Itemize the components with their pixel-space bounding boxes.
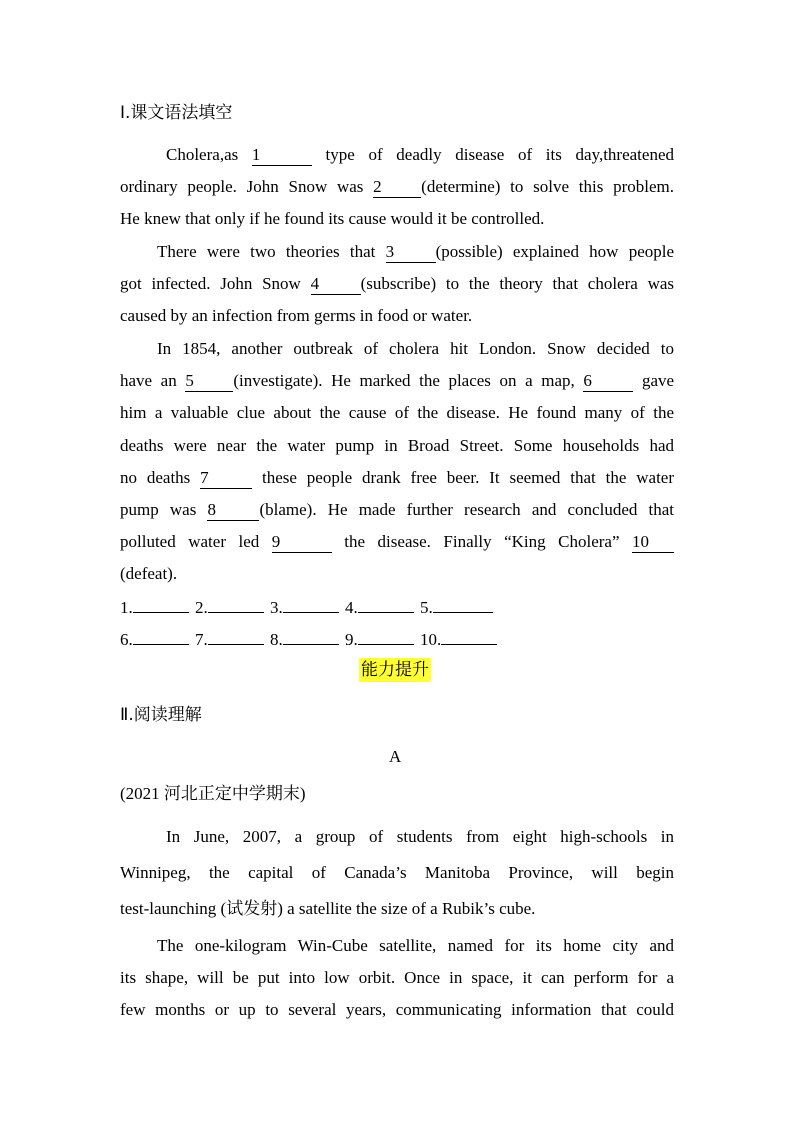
- text-line: [120, 526, 674, 558]
- text-line: [120, 890, 674, 928]
- ability-improvement-label: 能力提升: [361, 660, 429, 680]
- text-segment: test-launching (试发射) a satellite the size of a Rubik’s cube.: [120, 899, 536, 918]
- text-line: [120, 397, 674, 429]
- text-segment: He knew that only if he found its cause would it be controlled.: [120, 209, 545, 229]
- text-line: [120, 930, 674, 962]
- blank-1[interactable]: 1: [252, 145, 312, 166]
- blank-9[interactable]: 9: [272, 532, 332, 553]
- text-line: [120, 236, 674, 268]
- answer-number: 1.: [120, 598, 133, 617]
- answer-slot-6[interactable]: [120, 628, 189, 651]
- text-segment: ordinary people. John Snow was: [120, 177, 364, 197]
- text-segment: few months or up to several years, communicating information that could: [120, 1000, 674, 1019]
- answer-slot-2[interactable]: [195, 596, 264, 619]
- text-segment: In 1854, another outbreak of cholera hit London. Snow decided to: [157, 339, 674, 358]
- text-segment: polluted water led: [120, 532, 260, 552]
- text-line: [120, 462, 674, 494]
- answer-line[interactable]: [208, 628, 264, 645]
- answer-line[interactable]: [433, 596, 493, 613]
- text-segment: have an: [120, 371, 177, 391]
- text-line: [120, 203, 674, 235]
- section-heading-reading: Ⅱ.阅读理解: [120, 705, 202, 725]
- text-segment: deaths were near the water pump in Broad Street. Some households had: [120, 435, 674, 455]
- text-segment: (investigate). He marked the places on a map,: [233, 371, 575, 391]
- answer-slot-5[interactable]: [420, 596, 493, 619]
- paragraph-wincube: [120, 930, 674, 1026]
- text-segment: (blame). He made further research and concluded that: [259, 499, 675, 519]
- answer-number: 3.: [270, 598, 283, 617]
- text-line: [120, 300, 674, 332]
- answer-slot-7[interactable]: [195, 628, 264, 651]
- paragraph-satellite-intro: [120, 819, 674, 928]
- answer-line[interactable]: [208, 596, 264, 613]
- blank-4[interactable]: 4: [311, 274, 361, 295]
- answer-slot-3[interactable]: [270, 596, 339, 619]
- paragraph-theories: [120, 236, 674, 333]
- blank-3[interactable]: 3: [386, 242, 436, 263]
- text-line: [120, 855, 674, 891]
- paragraph-outbreak: [120, 333, 674, 591]
- answer-slot-9[interactable]: [345, 628, 414, 651]
- blank-10[interactable]: 10: [632, 532, 674, 553]
- text-segment: pump was: [120, 499, 197, 519]
- answer-number: 7.: [195, 630, 208, 649]
- text-segment: the disease. Finally “King Cholera”: [344, 532, 620, 552]
- text-line: [120, 139, 674, 171]
- text-segment: There were two theories that: [157, 242, 376, 261]
- answer-line[interactable]: [358, 628, 414, 645]
- answer-number: 2.: [195, 598, 208, 617]
- answer-line[interactable]: [133, 596, 189, 613]
- text-line: [120, 171, 674, 203]
- blank-7[interactable]: 7: [200, 468, 252, 489]
- text-line: [120, 962, 674, 994]
- text-segment: got infected. John Snow: [120, 274, 301, 294]
- text-segment: The one-kilogram Win-Cube satellite, named for its home city and: [157, 936, 674, 955]
- blank-2[interactable]: 2: [373, 177, 421, 198]
- text-segment: its shape, will be put into low orbit. Once in space, it can perform for a: [120, 968, 674, 987]
- section-heading-grammar: Ⅰ.课文语法填空: [120, 103, 233, 123]
- text-segment: (defeat).: [120, 564, 178, 584]
- answer-number: 10.: [420, 630, 442, 649]
- answer-slot-4[interactable]: [345, 596, 414, 619]
- text-segment: these people drank free beer. It seemed that the water: [262, 467, 675, 487]
- text-segment: (subscribe) to the theory that cholera was: [360, 274, 675, 294]
- answer-line[interactable]: [283, 628, 339, 645]
- answer-line[interactable]: [358, 596, 414, 613]
- text-segment: (determine) to solve this problem.: [421, 177, 674, 197]
- blank-8[interactable]: 8: [207, 500, 259, 521]
- text-segment: (possible) explained how people: [435, 242, 675, 261]
- text-line: [120, 819, 674, 855]
- answer-line[interactable]: [441, 628, 497, 645]
- text-line: [120, 365, 674, 397]
- answer-slot-8[interactable]: [270, 628, 339, 651]
- text-line: [120, 333, 674, 365]
- answer-row-2: [120, 628, 499, 651]
- text-segment: Cholera,as: [166, 145, 239, 164]
- text-line: [120, 430, 674, 462]
- answer-number: 9.: [345, 630, 358, 649]
- blank-6[interactable]: 6: [583, 371, 633, 392]
- answer-slot-10[interactable]: [420, 628, 497, 651]
- answer-number: 8.: [270, 630, 283, 649]
- text-segment: type of deadly disease of its day,threatened: [325, 145, 674, 164]
- answer-line[interactable]: [133, 628, 189, 645]
- answer-number: 5.: [420, 598, 433, 617]
- blank-5[interactable]: 5: [185, 371, 233, 392]
- text-line: [120, 994, 674, 1026]
- answer-line[interactable]: [283, 596, 339, 613]
- text-segment: him a valuable clue about the cause of the disease. He found many of the: [120, 403, 674, 423]
- answer-number: 4.: [345, 598, 358, 617]
- text-segment: Winnipeg, the capital of Canada’s Manitoba Province, will begin: [120, 862, 674, 882]
- text-segment: caused by an infection from germs in food or water.: [120, 306, 473, 326]
- passage-letter: A: [389, 747, 402, 766]
- passage-source: (2021 河北正定中学期末): [120, 784, 306, 803]
- text-line: [120, 558, 674, 590]
- text-line: [120, 268, 674, 300]
- text-segment: no deaths: [120, 467, 191, 487]
- answer-slot-1[interactable]: [120, 596, 189, 619]
- text-segment: gave: [641, 371, 675, 391]
- text-segment: In June, 2007, a group of students from eight high-schools in: [166, 827, 674, 846]
- answer-number: 6.: [120, 630, 133, 649]
- answer-row-1: [120, 596, 495, 619]
- paragraph-cholera-intro: [120, 139, 674, 236]
- text-line: [120, 494, 674, 526]
